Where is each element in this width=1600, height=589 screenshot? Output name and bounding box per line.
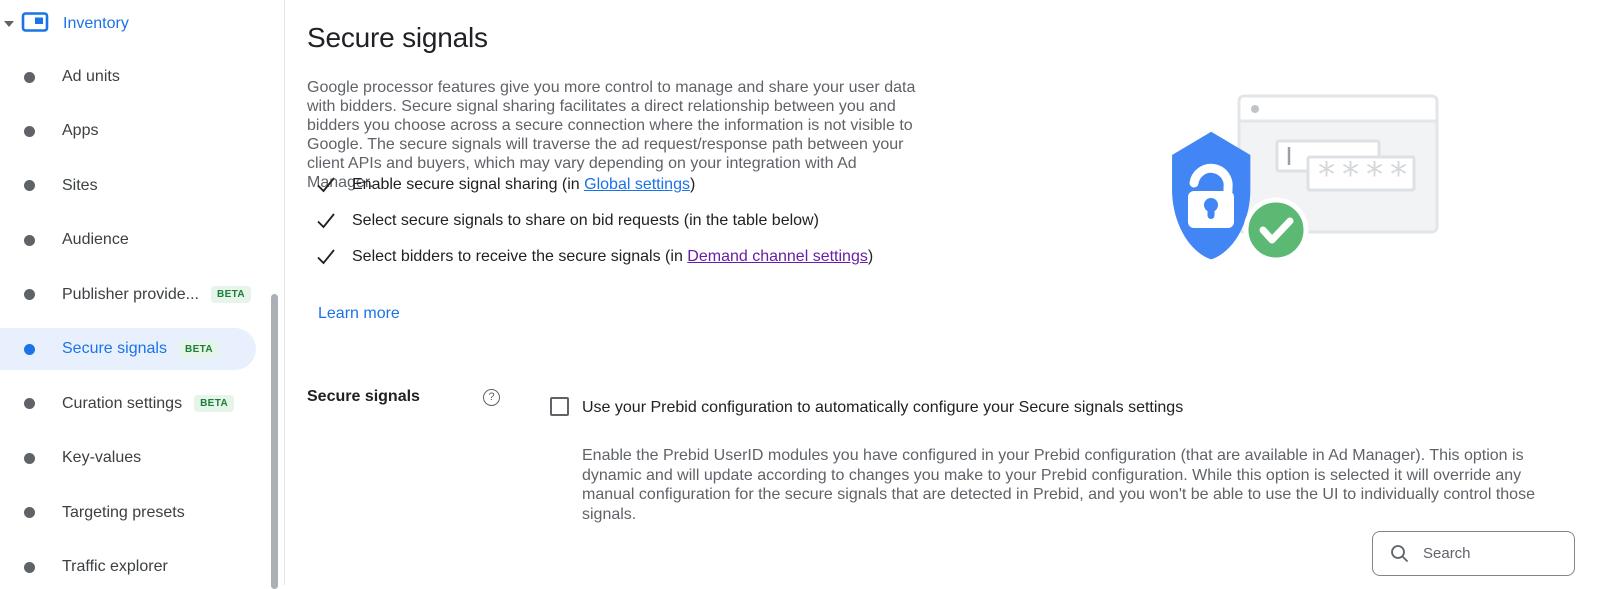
bullet-icon — [24, 289, 35, 300]
beta-badge: BETA — [211, 286, 251, 303]
bullet-icon — [24, 235, 35, 246]
intro-paragraph: Google processor features give you more control to manage and share your user data with bidders. Secure signal sharing facilitates a direct relationship between you and bidders you choose across a secure connection where the information is not visible to Google. The secure signals will traverse the ad request/response path between your client APIs and buyers, which may vary depending on your integration with Ad Manager. — [307, 79, 916, 191]
checklist-text-before: Select secure signals to share on bid requests (in the table below) — [352, 212, 819, 229]
main-content — [286, 0, 1600, 585]
section-label: Secure signals — [307, 388, 420, 405]
checklist-inline-link[interactable]: Demand channel settings — [687, 248, 868, 265]
checkmark-icon — [315, 246, 337, 268]
sidebar-item-label: Secure signals — [62, 340, 167, 358]
sidebar-scrollbar[interactable] — [271, 294, 278, 589]
shield-lock-icon — [1172, 132, 1250, 260]
page-title: Secure signals — [307, 22, 488, 53]
sidebar-item-secure-signals[interactable] — [0, 328, 256, 370]
bullet-icon — [24, 72, 35, 83]
bullet-icon — [24, 126, 35, 137]
sidebar-item-audience[interactable] — [0, 219, 256, 261]
sidebar-item-label: Publisher provide... — [62, 285, 199, 303]
checklist-text-before: Enable secure signal sharing (in — [352, 176, 585, 193]
bullet-icon — [24, 453, 35, 464]
password-asterisks: **** — [1318, 155, 1414, 195]
sidebar-header-inventory[interactable] — [0, 8, 284, 40]
bullet-icon — [24, 507, 35, 518]
beta-badge: BETA — [194, 395, 234, 412]
inventory-icon — [21, 10, 49, 39]
help-icon[interactable]: ? — [483, 389, 500, 406]
sidebar-item-curation-settings[interactable] — [0, 383, 256, 425]
sidebar-item-label: Traffic explorer — [62, 558, 168, 576]
sidebar-item-label: Sites — [62, 176, 98, 194]
bullet-icon — [24, 398, 35, 409]
sidebar-item-ad-units[interactable] — [0, 56, 256, 98]
bullet-icon — [24, 344, 35, 355]
sidebar-item-label: Curation settings — [62, 394, 183, 412]
sidebar — [0, 0, 285, 585]
sidebar-item-key-values[interactable] — [0, 437, 256, 479]
secure-signals-illustration — [1130, 80, 1460, 266]
sidebar-item-label: Targeting presets — [62, 503, 185, 521]
sidebar-item-targeting-presets[interactable] — [0, 492, 256, 534]
sidebar-item-label: Audience — [62, 231, 129, 249]
search-box — [1372, 531, 1575, 576]
checkmark-icon — [315, 174, 337, 196]
checklist-text-after: ) — [867, 248, 874, 265]
search-input[interactable] — [1421, 544, 1561, 563]
sidebar-item-traffic-explorer[interactable] — [0, 546, 256, 588]
sidebar-item-publisher-provide[interactable] — [0, 274, 256, 316]
sidebar-item-sites[interactable] — [0, 165, 256, 207]
prebid-checkbox-label[interactable]: Use your Prebid configuration to automatically configure your Secure signals settings — [582, 399, 1184, 416]
bullet-icon — [24, 180, 35, 191]
sidebar-header-label: Inventory — [63, 15, 129, 32]
collapse-caret-icon[interactable] — [4, 21, 14, 27]
check-badge-icon — [1246, 200, 1306, 260]
checklist-text-after: ) — [689, 176, 696, 193]
checklist-item — [315, 246, 873, 268]
sidebar-item-label: Apps — [62, 122, 99, 140]
checkmark-icon — [315, 210, 337, 232]
sidebar-item-label: Ad units — [62, 68, 120, 85]
prebid-description: Enable the Prebid UserID modules you have configured in your Prebid configuration (that are available in Ad Manager). This option is dynamic and will update according to changes you make to your Prebid configuration. While this option is selected it will override any manual configuration for the secure signals that are detected in Prebid, and you won't be able to use the UI to individually control those signals. — [582, 447, 1535, 523]
checklist-text-before: Select bidders to receive the secure signals (in — [352, 248, 688, 265]
window-dot-icon — [1251, 105, 1259, 113]
checklist-item — [315, 210, 819, 232]
sidebar-item-label: Key-values — [62, 449, 142, 467]
bullet-icon — [24, 562, 35, 573]
beta-badge: BETA — [179, 341, 219, 358]
sidebar-item-apps[interactable] — [0, 110, 256, 152]
search-icon — [1390, 544, 1409, 563]
learn-more-link[interactable]: Learn more — [318, 305, 400, 322]
prebid-config-checkbox[interactable] — [550, 397, 569, 416]
checklist-item — [315, 174, 695, 196]
checklist-inline-link[interactable]: Global settings — [584, 176, 690, 193]
